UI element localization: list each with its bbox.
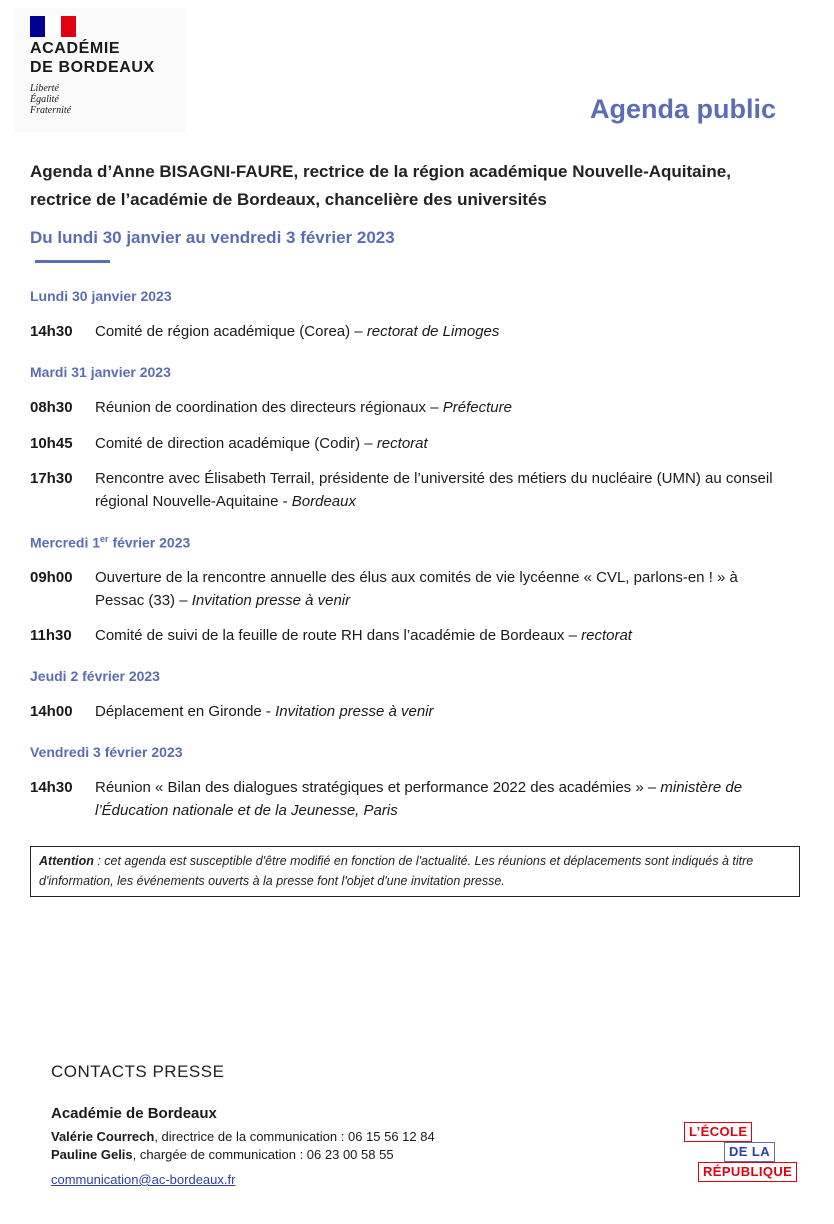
period-underline bbox=[35, 260, 110, 263]
period-subtitle: Du lundi 30 janvier au vendredi 3 février 2023 bbox=[30, 228, 395, 247]
academie-logo bbox=[14, 8, 186, 132]
event-location: ministère de l’Éducation nationale et de la Jeunesse, Paris bbox=[95, 779, 743, 819]
disclaimer-box bbox=[30, 846, 800, 897]
event-description: Comité de suivi de la feuille de route RH dans l’académie de Bordeaux – rectorat bbox=[95, 627, 632, 644]
logo-line-2: DE BORDEAUX bbox=[30, 59, 155, 76]
contact-person bbox=[51, 1147, 394, 1162]
event-location: Préfecture bbox=[442, 399, 512, 416]
event-time: 09h00 bbox=[30, 569, 73, 586]
event-location: rectorat bbox=[376, 435, 428, 452]
event-description: Comité de direction académique (Codir) – rectorat bbox=[95, 435, 428, 452]
event-time: 10h45 bbox=[30, 435, 73, 452]
event-location: Invitation presse à venir bbox=[275, 703, 434, 720]
page-title: Agenda d’Anne BISAGNI-FAURE, rectrice de la région académique Nouvelle-Aquitaine, rectrice de l’académie de Bordeaux, chancelière des universités bbox=[30, 162, 731, 209]
event-location: rectorat de Limoges bbox=[366, 323, 500, 340]
marianne-flag-icon bbox=[30, 16, 76, 37]
logo-motto-liberte: Liberté bbox=[30, 83, 59, 94]
logo-motto-fraternite: Fraternité bbox=[30, 105, 72, 116]
contacts-organization: Académie de Bordeaux bbox=[51, 1105, 217, 1122]
event-time: 14h00 bbox=[30, 703, 73, 720]
event-time: 11h30 bbox=[30, 627, 72, 644]
event-time: 17h30 bbox=[30, 470, 73, 487]
contact-person bbox=[51, 1129, 435, 1144]
contact-email-link[interactable]: communication@ac-bordeaux.fr bbox=[51, 1172, 236, 1187]
disclaimer-label: Attention bbox=[39, 854, 94, 868]
day-heading: Mardi 31 janvier 2023 bbox=[30, 364, 171, 380]
contact-role: , directrice de la communication : 06 15 56 12 84 bbox=[154, 1129, 435, 1144]
event-time: 08h30 bbox=[30, 399, 73, 416]
event-location: Invitation presse à venir bbox=[191, 592, 351, 609]
event-description: Comité de région académique (Corea) – rectorat de Limoges bbox=[95, 323, 500, 340]
logo-line-1: ACADÉMIE bbox=[30, 40, 121, 57]
contact-name: Pauline Gelis bbox=[51, 1147, 133, 1162]
event-time: 14h30 bbox=[30, 779, 73, 796]
day-heading: Mercredi 1er février 2023 bbox=[30, 534, 191, 551]
event-location: Bordeaux bbox=[291, 493, 356, 510]
event-time: 14h30 bbox=[30, 323, 73, 340]
contact-name: Valérie Courrech bbox=[51, 1129, 155, 1144]
logo-motto-egalite: Égalité bbox=[30, 94, 59, 105]
contacts-title: CONTACTS PRESSE bbox=[51, 1062, 225, 1081]
event-description: Déplacement en Gironde - Invitation presse à venir bbox=[95, 703, 434, 720]
event-description: Réunion « Bilan des dialogues stratégiques et performance 2022 des académies » – ministère de l’Éducation nationale et de la Jeunesse, Paris bbox=[95, 779, 743, 819]
event-description: Ouverture de la rencontre annuelle des élus aux comités de vie lycéenne « CVL, parlons-en ! » à Pessac (33) – Invitation presse à venir bbox=[95, 569, 738, 609]
page-header-label: Agenda public bbox=[589, 94, 776, 124]
day-heading: Lundi 30 janvier 2023 bbox=[30, 288, 172, 304]
ecole-republique-logo: L’ÉCOLE DE LA RÉPUBLIQUE bbox=[684, 1122, 806, 1184]
event-location: rectorat bbox=[581, 627, 632, 644]
event-description: Réunion de coordination des directeurs régionaux – Préfecture bbox=[95, 399, 512, 416]
event-description: Rencontre avec Élisabeth Terrail, présidente de l’université des métiers du nucléaire (UMN) au conseil régional Nouvelle-Aquitaine - Bordeaux bbox=[95, 470, 773, 510]
day-heading: Vendredi 3 février 2023 bbox=[30, 744, 183, 760]
day-heading: Jeudi 2 février 2023 bbox=[30, 668, 160, 684]
contact-role: , chargée de communication : 06 23 00 58 55 bbox=[132, 1147, 394, 1162]
disclaimer-text: : cet agenda est susceptible d'être modifié en fonction de l'actualité. Les réunions et déplacements sont indiqués à titre d'information, les événements ouverts à la presse font l'objet d'une invitation presse. bbox=[39, 854, 754, 888]
